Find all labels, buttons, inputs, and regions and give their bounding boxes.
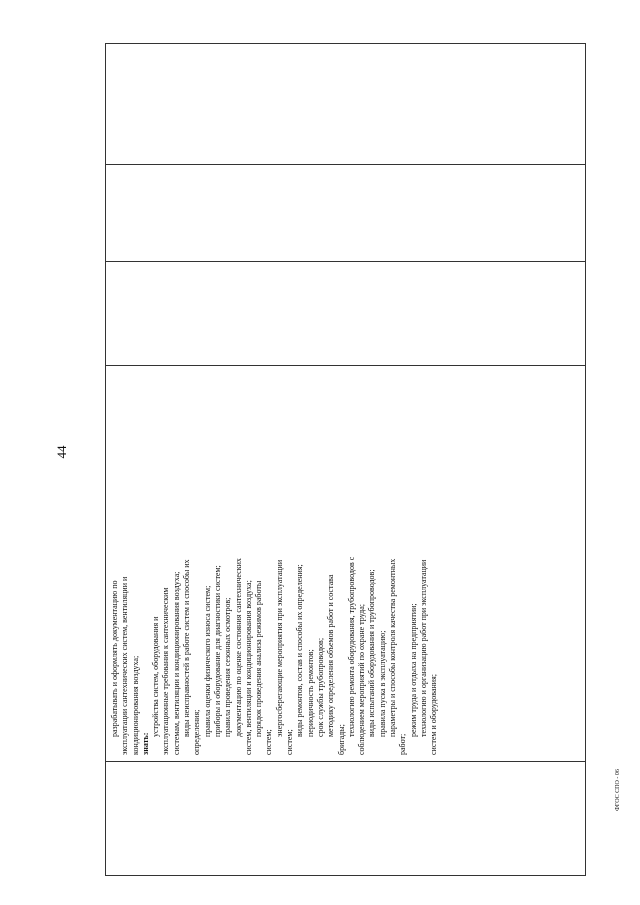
table-cell-empty xyxy=(106,262,586,366)
table-cell-content xyxy=(106,366,586,762)
content-line: виды испытаний оборудования и трубопроводов; xyxy=(367,569,377,737)
content-line: систем; xyxy=(285,729,295,755)
table-cell-empty xyxy=(106,165,586,262)
content-line: знать: xyxy=(140,732,150,755)
content-lines xyxy=(106,366,444,761)
content-line: соблюдением мероприятий по охране труда; xyxy=(357,604,367,755)
footer-text: ФГОС СПО - 06 xyxy=(615,769,621,811)
page-number-text: 44 xyxy=(54,445,69,459)
content-line: определения; xyxy=(192,709,202,755)
content-line: технологию ремонта оборудования, трубопроводов с xyxy=(346,556,356,737)
content-line: приборы и оборудование для диагностики систем; xyxy=(212,565,222,737)
content-line: работ; xyxy=(398,733,408,755)
content-line: срок службы трубопроводов; xyxy=(315,637,325,737)
standards-table xyxy=(105,43,586,876)
content-line: систем, вентиляции и кондиционирования воздуха; xyxy=(243,580,253,755)
content-line: систем; xyxy=(264,729,274,755)
content-line: системам, вентиляции и кондиционирования воздуха; xyxy=(171,571,181,755)
content-line: энергосберегающие мероприятия при эксплуатации xyxy=(274,559,284,737)
content-line: документацию по оценке состояния сантехнических xyxy=(233,558,243,737)
table-row xyxy=(106,44,586,876)
content-line: кондиционирования воздуха; xyxy=(130,655,140,755)
content-line: разрабатывать и оформлять документацию по xyxy=(110,580,119,737)
content-line: систем и оборудования; xyxy=(429,674,439,755)
standards-table-rotated xyxy=(105,44,586,876)
table-cell-empty xyxy=(106,44,586,165)
content-line: устройства систем, оборудования и xyxy=(151,616,161,737)
content-line: виды неисправностей в работе систем и способы их xyxy=(182,559,192,737)
content-line: правила проведения сезонных осмотров; xyxy=(223,597,233,737)
content-line: правила оценки физического износа систем; xyxy=(202,585,212,737)
content-line: параметры и способы контроля качества ремонтных xyxy=(388,558,398,737)
content-line: технологию и организацию работ при эксплуатации xyxy=(418,559,428,737)
content-line: эксплуатации сантехнических систем, вентиляции и xyxy=(120,576,130,755)
table-cell-index xyxy=(106,762,586,876)
content-line: бригады; xyxy=(336,724,346,755)
content-line: методику определения объемов работ и состава xyxy=(326,574,336,737)
content-line: режим труда и отдыха на предприятии; xyxy=(408,603,418,737)
content-line: периодичность ремонтов; xyxy=(305,649,315,737)
content-line: виды ремонтов, состав и способы их определения; xyxy=(295,564,305,737)
content-line: порядок проведения анализа режимов работы xyxy=(254,580,264,737)
content-line: правила пуска в эксплуатацию; xyxy=(377,630,387,737)
content-line: эксплуатационные требования к сантехническим xyxy=(161,587,171,755)
